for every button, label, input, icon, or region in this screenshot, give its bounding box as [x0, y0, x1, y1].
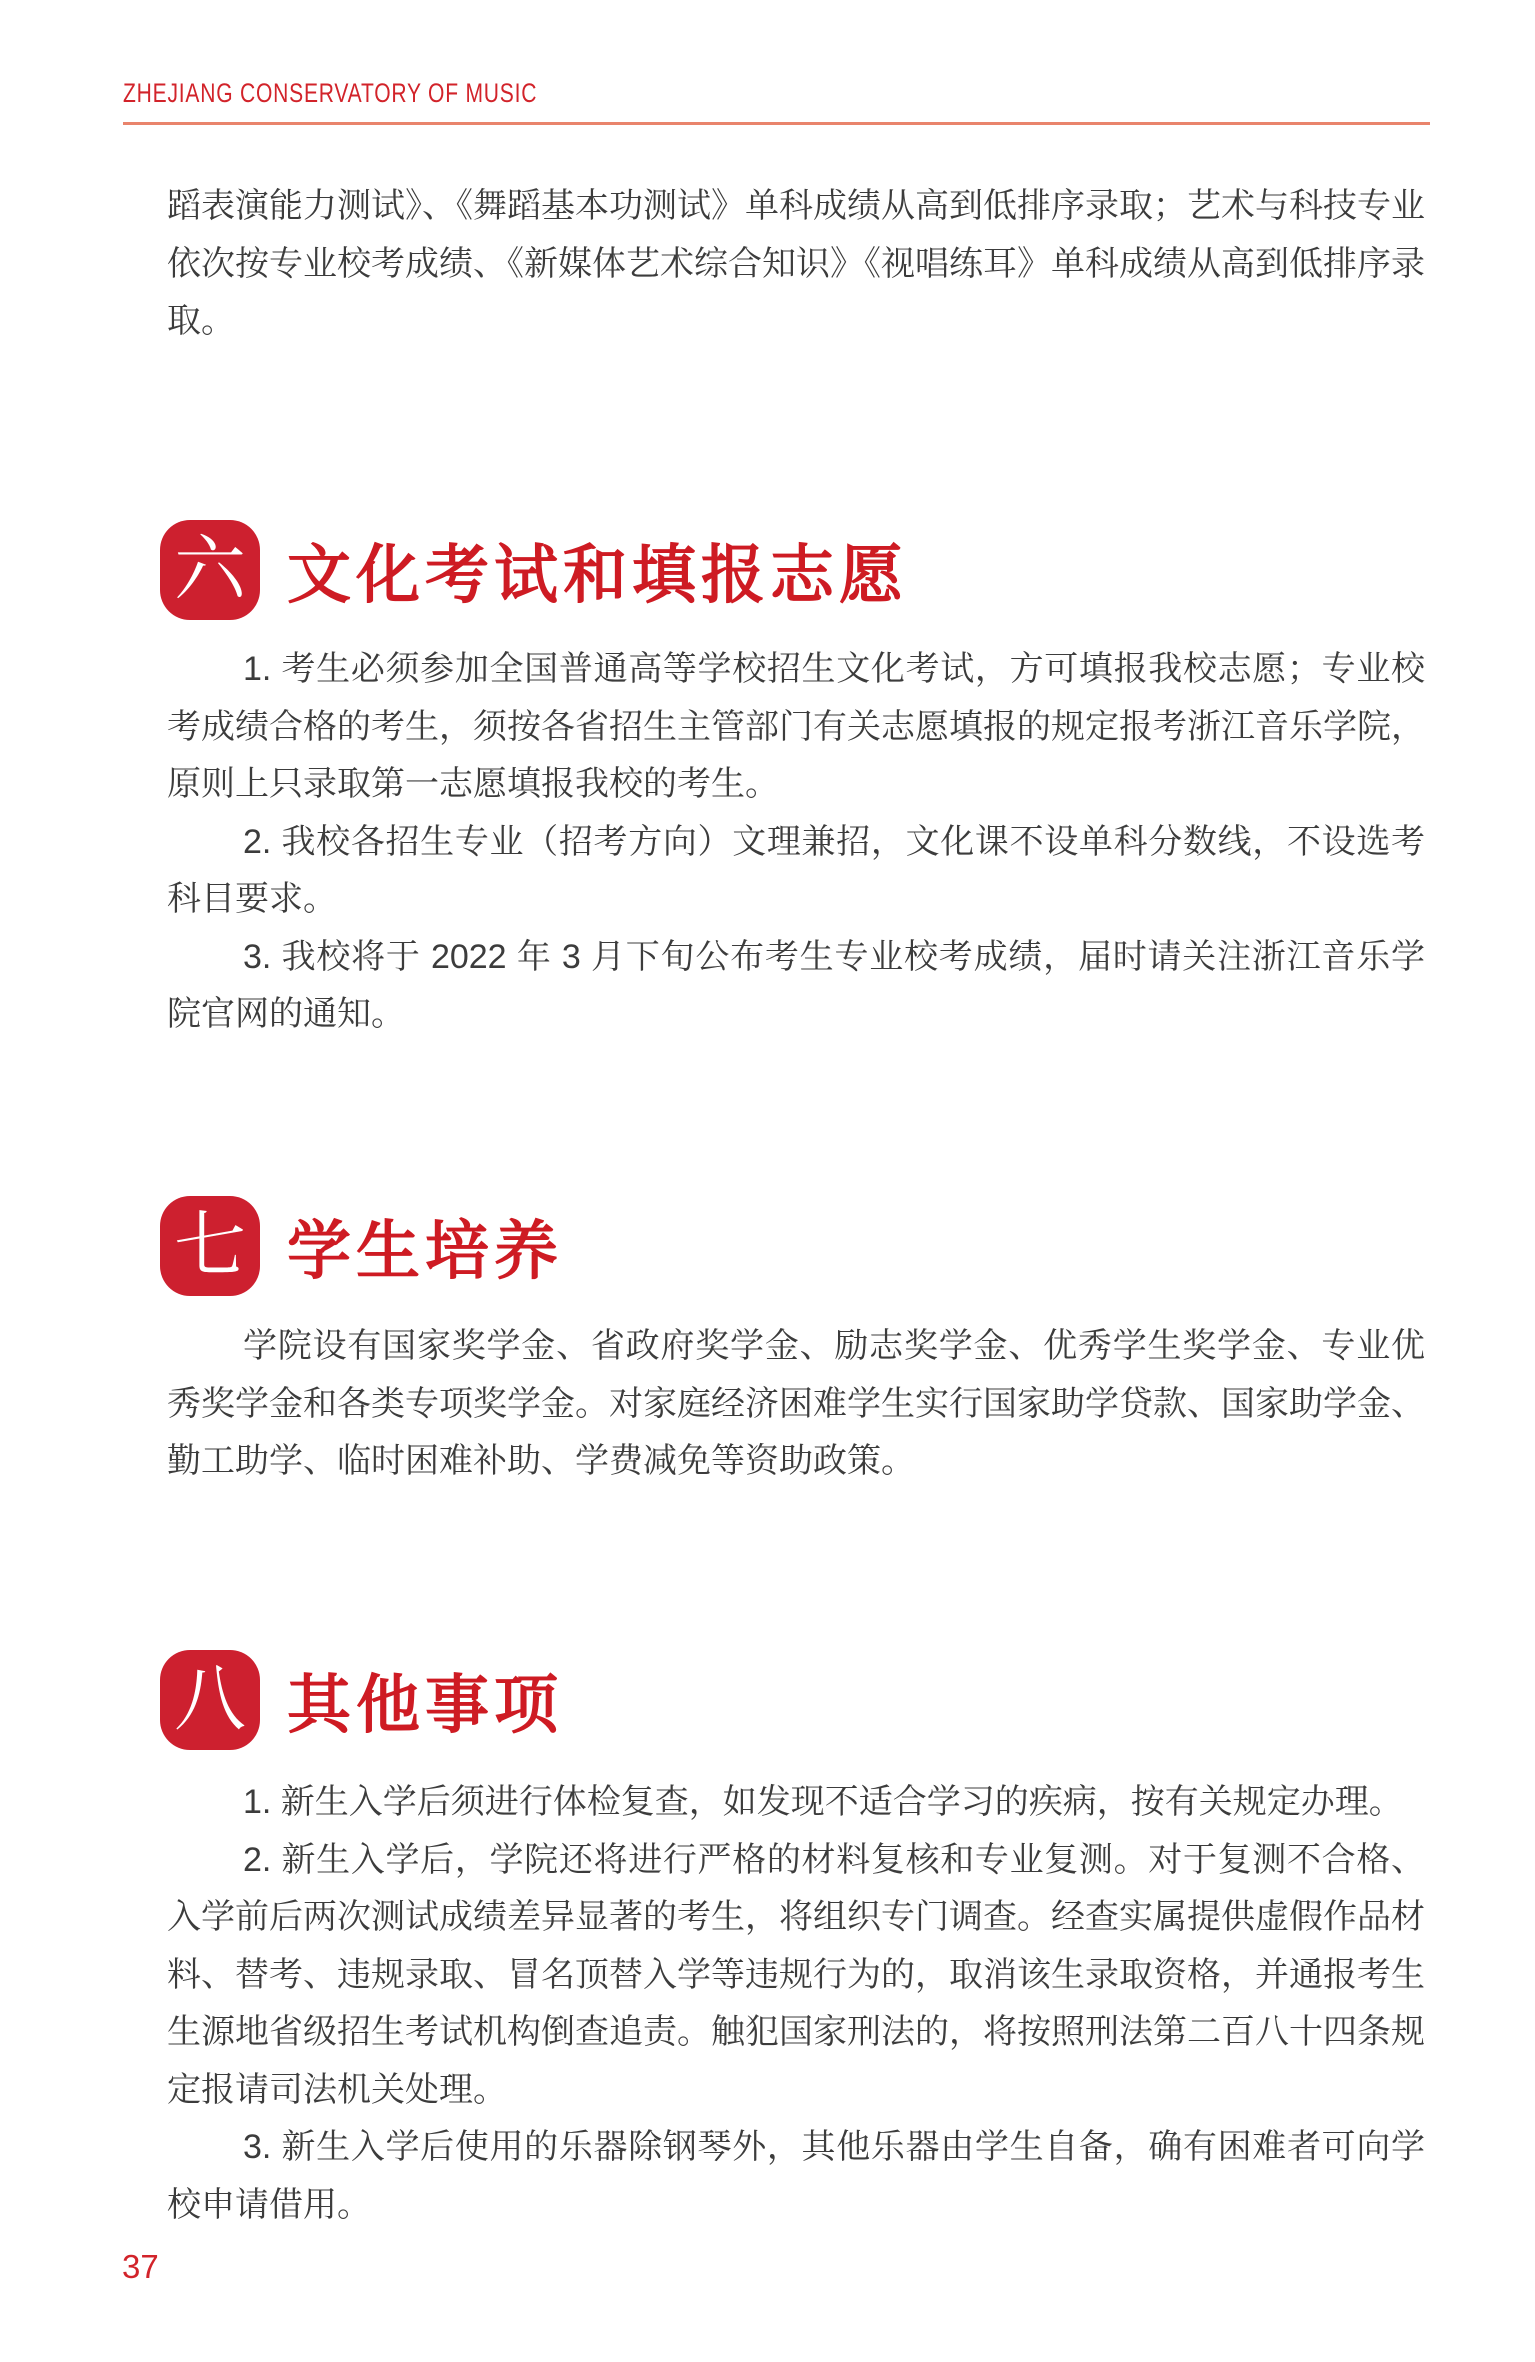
paragraph: 2. 我校各招生专业（招考方向）文理兼招，文化课不设单科分数线，不设选考科目要求。	[167, 822, 1425, 918]
paragraph: 1. 新生入学后须进行体检复查，如发现不适合学习的疾病，按有关规定办理。	[243, 1783, 1403, 1821]
section-title: 学生培养	[287, 1216, 563, 1287]
section-8-header	[160, 1650, 563, 1750]
paragraph: 3. 我校将于 2022 年 3 月下旬公布考生专业校考成绩，届时请关注浙江音乐学院官网的通知。	[167, 937, 1425, 1033]
section-number-badge: 七	[160, 1196, 260, 1296]
section-6-header	[160, 520, 908, 620]
paragraph: 3. 新生入学后使用的乐器除钢琴外，其他乐器由学生自备，确有困难者可向学校申请借用。	[167, 2128, 1425, 2224]
section-8-body	[167, 1774, 1425, 2234]
intro-paragraph-block	[167, 178, 1425, 351]
header-divider	[123, 122, 1430, 125]
paragraph: 学院设有国家奖学金、省政府奖学金、励志奖学金、优秀学生奖学金、专业优秀奖学金和各类专项奖学金。对家庭经济困难学生实行国家助学贷款、国家助学金、勤工助学、临时困难补助、学费减免等资助政策。	[167, 1327, 1425, 1480]
section-title: 其他事项	[287, 1670, 563, 1741]
section-number-badge: 八	[160, 1650, 260, 1750]
section-title: 文化考试和填报志愿	[287, 540, 908, 611]
section-6-body	[167, 641, 1425, 1044]
paragraph: 2. 新生入学后，学院还将进行严格的材料复核和专业复测。对于复测不合格、入学前后两次测试成绩差异显著的考生，将组织专门调查。经查实属提供虚假作品材料、替考、违规录取、冒名顶替入学等违规行为的，取消该生录取资格，并通报考生生源地省级招生考试机构倒查追责。触犯国家刑法的，将按照刑法第二百八十四条规定报请司法机关处理。	[167, 1840, 1425, 2109]
page-number: 37	[122, 2248, 159, 2285]
intro-paragraph: 蹈表演能力测试》、《舞蹈基本功测试》单科成绩从高到低排序录取；艺术与科技专业依次按专业校考成绩、《新媒体艺术综合知识》《视唱练耳》单科成绩从高到低排序录取。	[167, 187, 1425, 340]
page-header-title: ZHEJIANG CONSERVATORY OF MUSIC	[123, 78, 538, 108]
section-7-body	[167, 1318, 1425, 1491]
paragraph: 1. 考生必须参加全国普通高等学校招生文化考试，方可填报我校志愿；专业校考成绩合格的考生，须按各省招生主管部门有关志愿填报的规定报考浙江音乐学院，原则上只录取第一志愿填报我校的考生。	[167, 650, 1425, 803]
section-number-badge: 六	[160, 520, 260, 620]
section-7-header	[160, 1196, 563, 1296]
